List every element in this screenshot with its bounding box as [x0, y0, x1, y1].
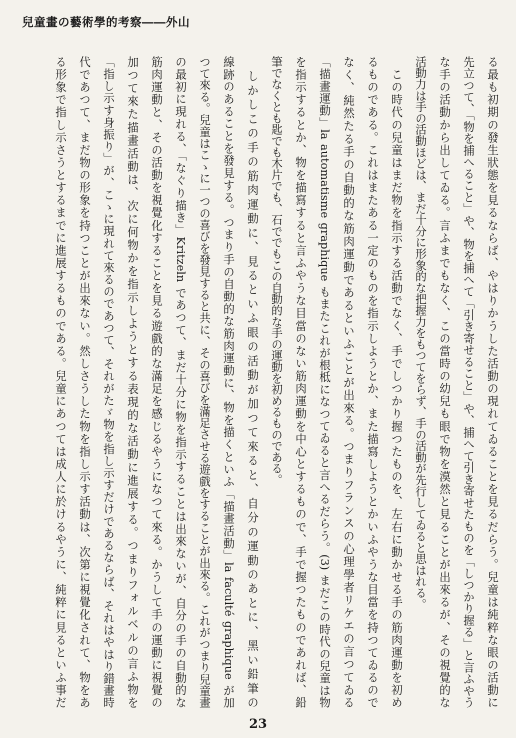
text-column: る形象で指し示さうとするまでに進展するものである。兒童にあつては成人に於けるやうに、純粹に見るといふ事だ [54, 56, 67, 708]
text-column: つて來る。兒童はこゝに一つの喜びを發見すると共に、その喜びを滿足させる遊戲をすることが出來る。これがつまり兒童畫 [198, 56, 211, 708]
text-column: 「描畫運動」la automatisme graphique もまたこれが根柢になつてゐると言へるだらう。(3) まだこの時代の兒童は物 [318, 56, 331, 708]
text-column: 筋肉運動と、その活動を視覺化することを見る遊戲的な滿足を感じるやうになつて來る。かうして手の運動に視覺の [150, 56, 163, 708]
text-column: 線跡のあることを發見する。つまり手の自動的な筋肉運動に、物を描くといふ「描畫活動」la faculté graphique が加 [222, 56, 235, 708]
vertical-text-body [48, 56, 504, 708]
text-column: 「指し示す身振り」が、こゝに現れて來るのであつて、それがたゞ物を指し示すだけであるならば、それはやはり錯畫時 [102, 56, 115, 708]
text-column: る最も初期の發生狀態を見るならば、やはりかうした活動の現れてゐることを見るだらう。兒童は純粹な眼の活動に [486, 56, 499, 708]
text-column: を指示するとか、物を描寫すると言ふやうな目當のない筋肉運動を中心とするもので、手で握つたものであれば、鉛 [294, 56, 307, 708]
text-column: るものである。これはまたある一定のものを指示しようとか、また描寫しようとかいふやうな目當を持つてゐるので [366, 56, 379, 708]
text-column: 活動力は手の活動ほどは、まだ十分に形象的な把握力をもつてをらず、手の活動が先行してゐると思はれる。 [414, 56, 427, 610]
running-header: 兒童畫の藝術學的考察――外山 [22, 15, 190, 29]
text-column: な手の活動から出してゐる。言ふまでもなく、この當時の幼兒も眼で物を漠然と見ることが出來るが、その視覺的な [438, 56, 451, 708]
text-column: しかしこの手の筋肉運動に、見るといふ眼の活動が加つて來ると、自分の運動のあとに、黑い鉛筆の [246, 56, 259, 708]
text-column: 筆でなくとも匙でも木片でも、石ででもこの自動的な手の運動を初めるものである。 [270, 56, 283, 486]
text-column: 先立つて、「物を捕へること」や、物を捕へて「引き寄せること」や、捕へて引き寄せたものを「しつかり握る」と言ふやう [462, 56, 475, 708]
text-column: なく、純然たる手の自動的な筋肉運動であるといふことが出來る。つまりフランスの心理學者リケエの言つてゐる [342, 56, 355, 708]
text-column: 代であつて、まだ物の形象を持つことが出來ない。然しさうした物を指し示す活動は、次第に視覺化されて、物をあ [78, 56, 91, 708]
page-number: 23 [248, 717, 268, 732]
text-column: の最初に現れる、「なぐり描き」Kritzeln であつて、まだ十分に物を指示することは出來ないが、自分の手の自動的な [174, 56, 187, 708]
text-column: この時代の兒童はまだ物を指示する活動でなく、手でしつかり握つたものを、左右に動かせる手の筋肉運動を初め [390, 56, 403, 708]
text-column: 加つて來た描畫活動は、次に何物かを指示しようとする表現的な活動に進展する。つまりフォルベルの言ふ物を [126, 56, 139, 708]
